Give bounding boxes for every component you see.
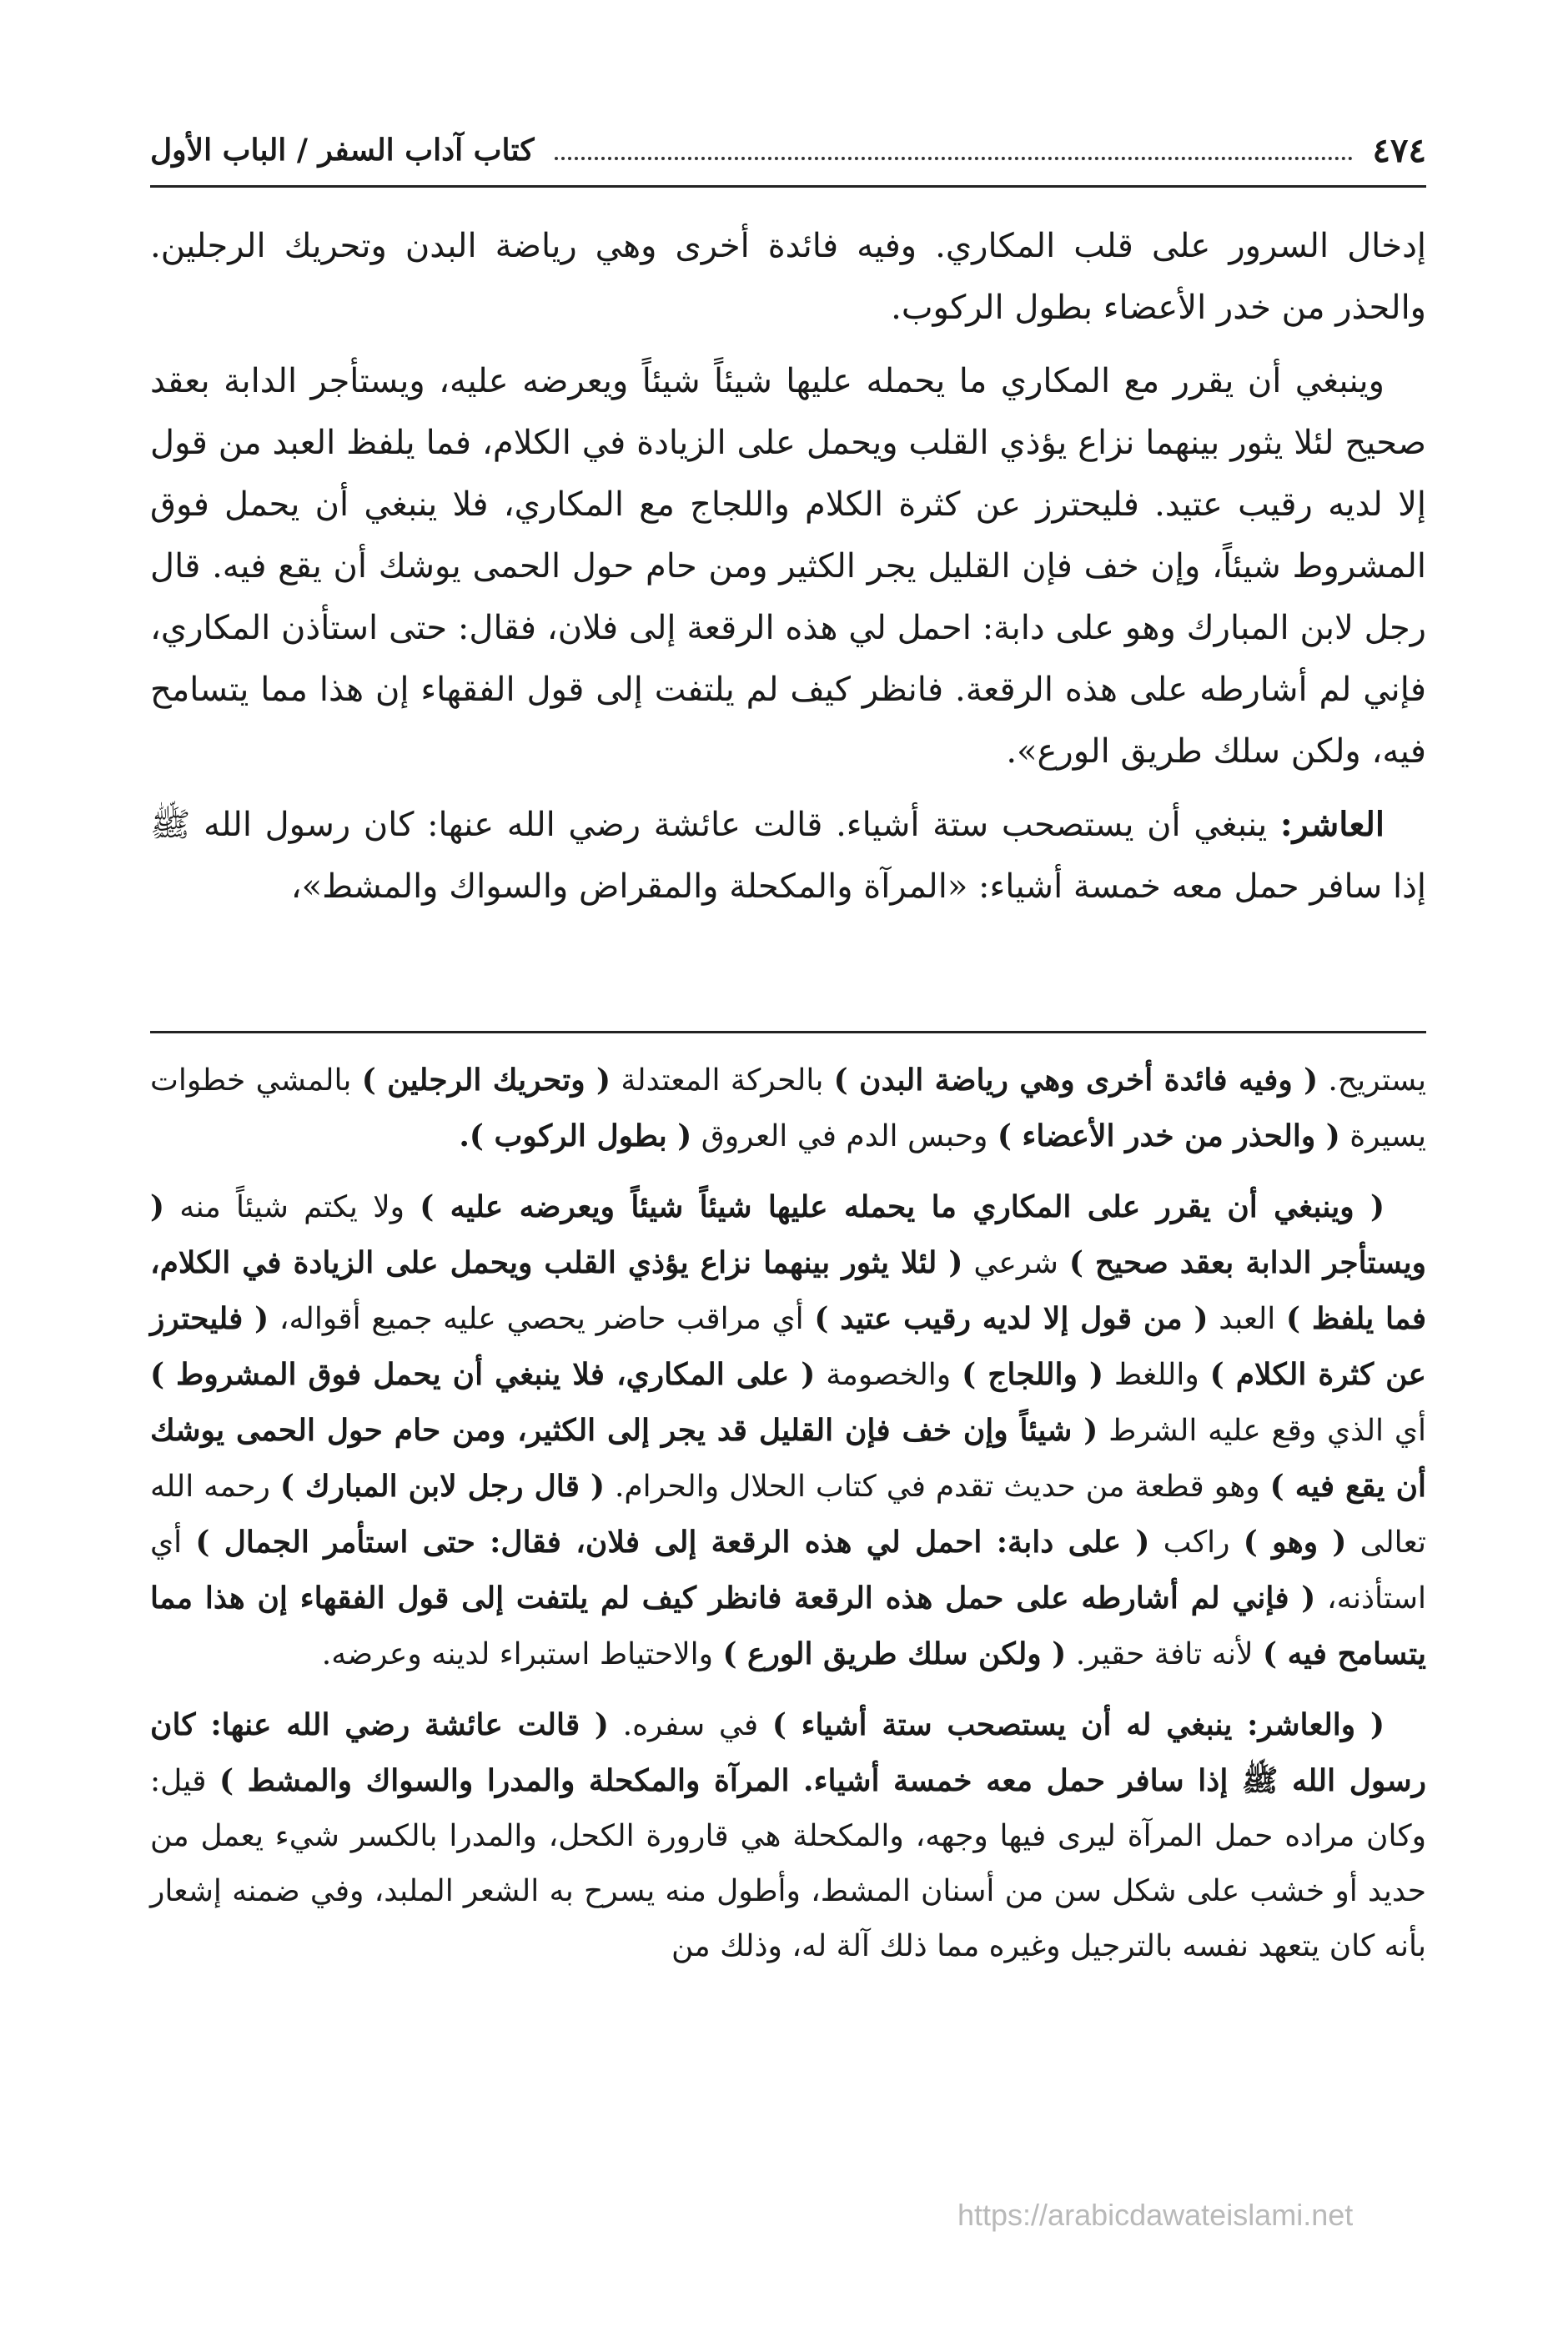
commentary-text: واللغط <box>1103 1358 1210 1392</box>
commentary-text: والخصومة <box>815 1358 962 1392</box>
commentary-text: راكب <box>1149 1525 1244 1560</box>
commentary-text: لأنه تافة حقير. <box>1066 1637 1264 1671</box>
header-title: كتاب آداب السفر / الباب الأول <box>150 133 535 168</box>
header-rule <box>150 185 1426 188</box>
quoted-matn: ( قالت عائشة رضي الله عنها: كان رسول الله ﷺ إذا سافر حمل معه خمسة أشياء. المرآة والمكحلة والمدرا والسواك والمشط ) <box>150 1707 1426 1798</box>
main-paragraph-3-lead: العاشر: <box>1279 805 1385 844</box>
book-page <box>150 0 1426 2332</box>
quoted-matn: ( من قول إلا لديه رقيب عتيد ) <box>814 1301 1209 1336</box>
quoted-matn: ( على المكاري، فلا ينبغي أن يحمل فوق المشروط ) <box>150 1357 816 1392</box>
commentary-text: يستريح. <box>1318 1063 1426 1098</box>
page-number: ٤٧٤ <box>1372 130 1426 170</box>
main-paragraph-3 <box>150 794 1426 917</box>
quoted-matn: ( قال رجل لابن المبارك ) <box>279 1469 605 1504</box>
running-header <box>150 125 1426 175</box>
commentary-text: والاحتياط استبراء لدينه وعرضه. <box>321 1637 723 1671</box>
main-text <box>150 215 1426 929</box>
commentary-paragraph-2 <box>150 1179 1426 1682</box>
main-paragraph-3-text: ينبغي أن يستصحب ستة أشياء. قالت عائشة رضي الله عنها: كان رسول الله ﷺ إذا سافر حمل معه خمسة أشياء: «المرآة والمكحلة والمقراض والسواك والمشط»، <box>150 806 1426 906</box>
quoted-matn: ( فإني لم أشارطه على حمل هذه الرقعة فانظر كيف لم يلتفت إلى قول الفقهاء إن هذا مما يتسامح فيه ) <box>150 1581 1426 1671</box>
quoted-matn: ( لئلا يثور بينهما نزاع يؤذي القلب ويحمل على الزيادة في الكلام، فما يلفظ ) <box>150 1245 1427 1336</box>
commentary-text: أي الذي وقع عليه الشرط <box>1098 1414 1427 1448</box>
commentary-text: في سفره. <box>608 1708 772 1742</box>
commentary-text: وحبس الدم في العروق <box>691 1119 998 1153</box>
quoted-matn: ( وفيه فائدة أخرى وهي رياضة البدن ) <box>833 1063 1319 1098</box>
commentary-text: وهو قطعة من حديث تقدم في كتاب الحلال والحرام. <box>605 1470 1270 1504</box>
commentary-text: أي مراقب حاضر يحصي عليه جميع أقواله، <box>269 1302 815 1336</box>
commentary-paragraph-1 <box>150 1053 1426 1164</box>
commentary-text: شرعي <box>962 1246 1069 1280</box>
header-dot-leader <box>555 157 1353 160</box>
commentary-text: العبد <box>1208 1302 1287 1336</box>
quoted-matn: ( وينبغي أن يقرر على المكاري ما يحمله عليها شيئاً شيئاً ويعرضه عليه ) <box>420 1189 1385 1224</box>
quoted-matn: ( ويستأجر الدابة بعقد صحيح ) <box>150 1189 1426 1280</box>
main-paragraph-2: وينبغي أن يقرر مع المكاري ما يحمله عليها شيئاً شيئاً ويعرضه عليه، ويستأجر الدابة بعقد صحيح لئلا يثور بينهما نزاع يؤذي القلب ويحمل على الزيادة في الكلام، فما يلفظ العبد من قول إلا لديه رقيب عتيد. فليحترز عن كثرة الكلام واللجاج مع المكاري، فلا ينبغي أن يحمل فوق المشروط شيئاً، وإن خف فإن القليل يجر الكثير ومن حام حول الحمى يوشك أن يقع فيه. قال رجل لابن المبارك وهو على دابة: احمل لي هذه الرقعة إلى فلان، فقال: حتى استأذن المكاري، فإني لم أشارطه على هذه الرقعة. فانظر كيف لم يلتفت إلى قول الفقهاء إن هذا مما يتسامح فيه، ولكن سلك طريق الورع». <box>150 362 1426 771</box>
commentary-paragraph-3 <box>150 1697 1426 1974</box>
quoted-matn: ( شيئاً وإن خف فإن القليل قد يجر إلى الكثير، ومن حام حول الحمى يوشك أن يقع فيه ) <box>150 1413 1427 1504</box>
commentary-text: ولا يكتم شيئاً منه <box>164 1190 420 1224</box>
commentary <box>150 1053 1426 1989</box>
quoted-matn: ( على دابة: احمل لي هذه الرقعة إلى فلان، فقال: حتى استأمر الجمال ) <box>195 1525 1150 1560</box>
commentary-text: أي استأذنه، <box>150 1525 1426 1616</box>
quoted-matn: ( واللجاج ) <box>962 1357 1103 1392</box>
commentary-divider <box>150 1031 1426 1033</box>
watermark-url: https://arabicdawateislami.net <box>957 2198 1354 2232</box>
commentary-text: بالحركة المعتدلة <box>611 1063 834 1098</box>
quoted-matn: ( فليحترز عن كثرة الكلام ) <box>150 1301 1427 1392</box>
quoted-matn: ( ولكن سلك طريق الورع ) <box>722 1636 1067 1671</box>
commentary-text: قيل: وكان مراده حمل المرآة ليرى فيها وجهه، والمكحلة هي قارورة الكحل، والمدرا بالكسر شيء يعمل من حديد أو خشب على شكل سن من أسنان المشط، وأطول منه يسرح به الشعر الملبد، وفي ضمنه إشعار بأنه كان يتعهد نفسه بالترجيل وغيره مما ذلك آلة له، وذلك من <box>150 1764 1426 1963</box>
quoted-matn: ( والحذر من خدر الأعضاء ) <box>997 1118 1340 1153</box>
quoted-matn: ( بطول الركوب ). <box>459 1118 692 1153</box>
quoted-matn: ( والعاشر: ينبغي له أن يستصحب ستة أشياء ) <box>771 1707 1385 1742</box>
main-paragraph-1: إدخال السرور على قلب المكاري. وفيه فائدة أخرى وهي رياضة البدن وتحريك الرجلين. والحذر من خدر الأعضاء بطول الركوب. <box>150 227 1426 327</box>
quoted-matn: ( وهو ) <box>1243 1525 1347 1560</box>
commentary-text: رحمه الله تعالى <box>150 1470 1427 1560</box>
commentary-text: بالمشي خطوات يسيرة <box>150 1063 1426 1153</box>
quoted-matn: ( وتحريك الرجلين ) <box>361 1063 611 1098</box>
